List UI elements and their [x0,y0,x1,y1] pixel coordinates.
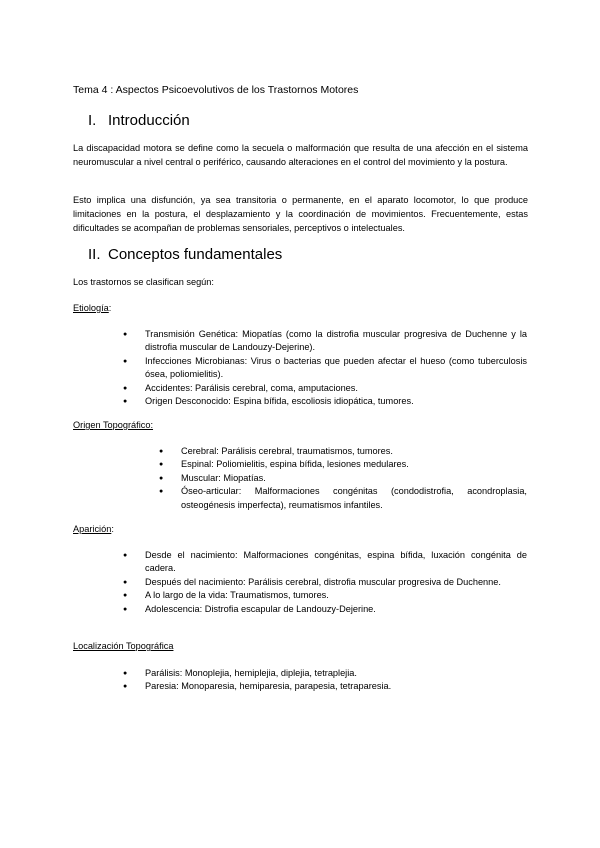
intro-paragraph-1: La discapacidad motora se define como la secuela o malformación que resulta de una afección en el sistema neuromuscular a nivel central o periférico, causando alteraciones en el control del movimiento y la postura. [73,143,528,167]
list-localizacion-topografica [145,667,527,694]
group-title-aparicion [73,524,114,534]
list-item: ● Óseo-articular: Malformaciones congénitas (condodistrofia, acondroplasia, osteogénesis imperfecta), reumatismos infantiles. [181,485,527,512]
list-item: ● Origen Desconocido: Espina bífida, escoliosis idiopática, tumores. [145,395,527,408]
list-item: ● Cerebral: Parálisis cerebral, traumatismos, tumores. [181,445,527,458]
document-title: Tema 4 : Aspectos Psicoevolutivos de los Trastornos Motores [73,84,359,96]
group-title-text: Localización Topográfica [73,641,174,651]
list-item: ● Paresia: Monoparesia, hemiparesia, parapesia, tetraparesia. [145,680,527,693]
list-origen-topografico [181,445,527,512]
group-title-etiologia [73,303,111,313]
classification-intro: Los trastornos se clasifican según: [73,277,214,287]
list-item: ● Accidentes: Parálisis cerebral, coma, amputaciones. [145,382,527,395]
list-item: ● Transmisión Genética: Miopatías (como la distrofia muscular progresiva de Duchenne y la distrofia muscular de Landouzy-Dejerine). [145,328,527,355]
group-title-text: Etiología [73,303,109,313]
section-number: I. [88,112,97,129]
section-title: Conceptos fundamentales [108,246,283,263]
section-heading-introduccion [88,112,190,129]
list-item: ● Espinal: Poliomielitis, espina bífida, lesiones medulares. [181,458,527,471]
list-item: ● Desde el nacimiento: Malformaciones congénitas, espina bífida, luxación congénita de cadera. [145,549,527,576]
section-heading-conceptos [88,246,282,263]
list-item: ● A lo largo de la vida: Traumatismos, tumores. [145,589,527,602]
group-title-origen-topografico [73,420,153,430]
list-item: ● Infecciones Microbianas: Virus o bacterias que pueden afectar el hueso (como tuberculosis ósea, poliomielitis). [145,355,527,382]
group-title-text: Aparición [73,524,112,534]
group-title-suffix: : [108,303,112,313]
list-item: ● Después del nacimiento: Parálisis cerebral, distrofia muscular progresiva de Duchenne. [145,576,527,589]
list-item: ● Parálisis: Monoplejia, hemiplejia, diplejia, tetraplejia. [145,667,527,680]
list-item: ● Adolescencia: Distrofia escapular de Landouzy-Dejerine. [145,603,527,616]
list-aparicion [145,549,527,616]
intro-paragraph-2: Esto implica una disfunción, ya sea transitoria o permanente, en el aparato locomotor, lo que produce limitaciones en la postura, el desplazamiento y la coordinación de movimientos. Frecuentemente, estas dificultades se acompañan de problemas sensoriales, perceptivos o intelectuales. [73,195,528,233]
list-item: ● Muscular: Miopatías. [181,472,527,485]
list-etiologia [145,328,527,408]
section-number: II. [88,246,101,263]
group-title-text: Origen Topográfico: [73,420,154,430]
group-title-suffix: : [111,524,114,534]
section-title: Introducción [108,112,190,129]
group-title-localizacion-topografica [73,641,173,651]
